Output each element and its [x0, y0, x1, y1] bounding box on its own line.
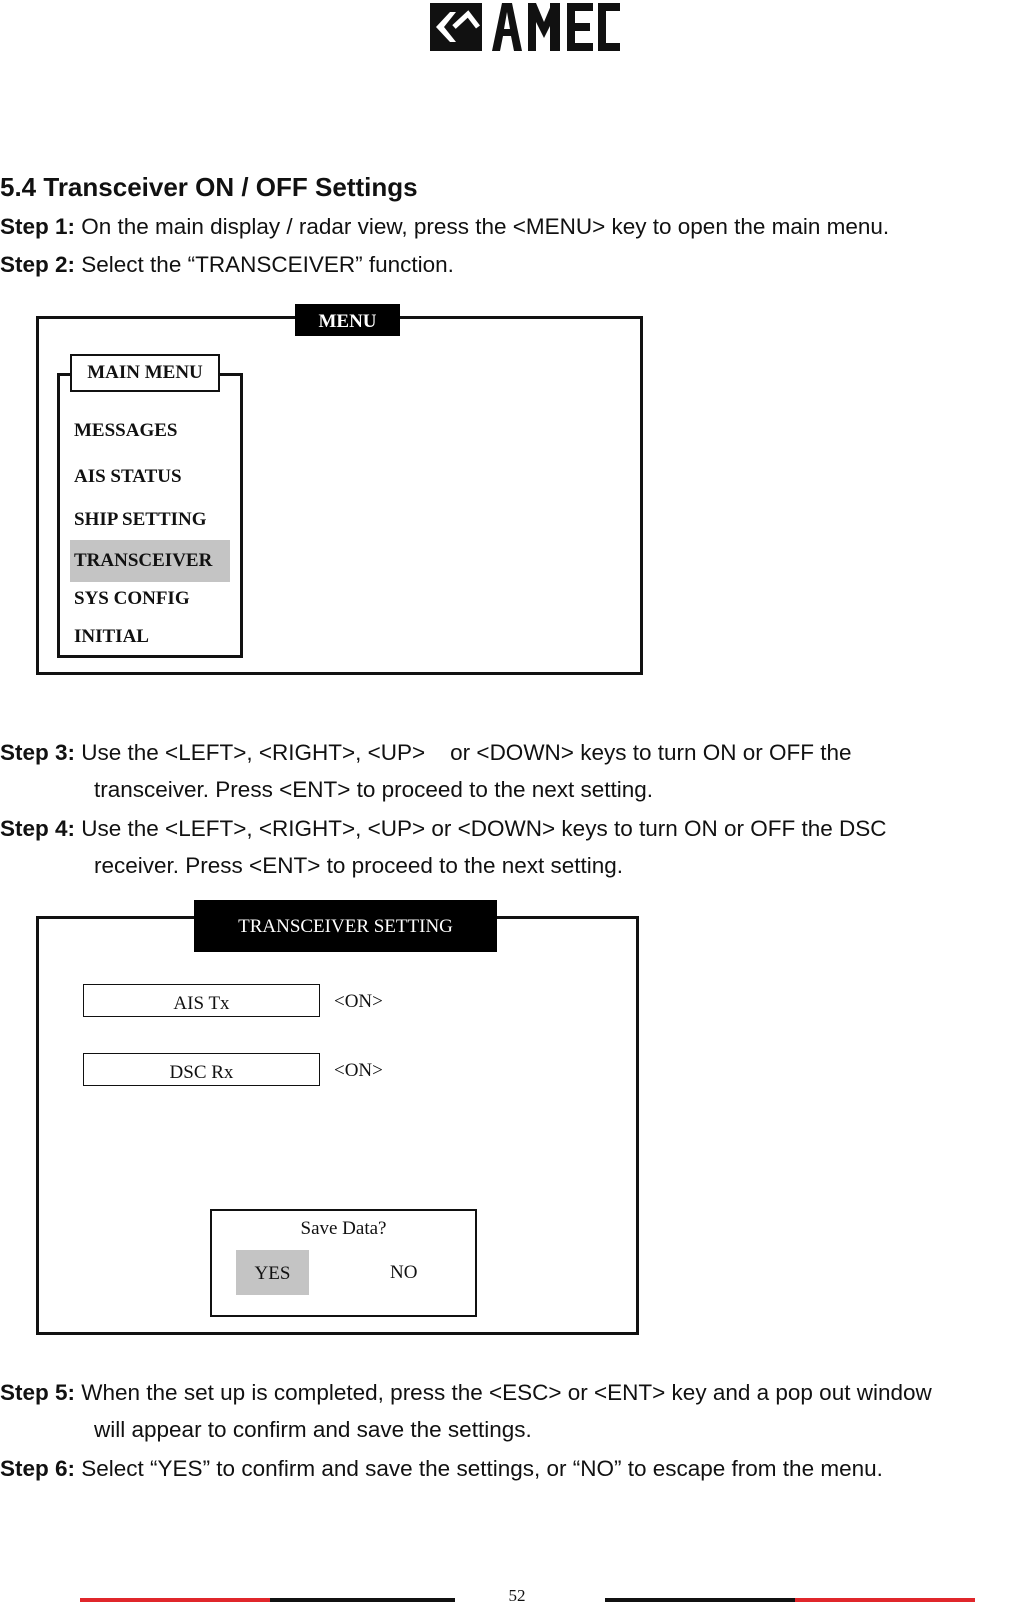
step-text: Select “YES” to confirm and save the settings, or “NO” to escape from the menu. — [75, 1456, 883, 1481]
dsc-rx-value[interactable]: <ON> — [334, 1060, 383, 1081]
transceiver-setting-tag: TRANSCEIVER SETTING — [194, 900, 497, 952]
step-label: Step 5: — [0, 1380, 76, 1405]
footer-rule — [270, 1598, 455, 1602]
menu-item-sys-config[interactable]: SYS CONFIG — [74, 588, 190, 609]
step-text: On the main display / radar view, press the <MENU> key to open the main menu. — [75, 214, 890, 239]
step-label: Step 3: — [0, 740, 76, 765]
footer-rule — [795, 1598, 975, 1602]
step-label: Step 4: — [0, 816, 76, 841]
footer-rule — [80, 1598, 270, 1602]
dsc-rx-field[interactable]: DSC Rx — [83, 1053, 320, 1086]
step-6 — [0, 1450, 883, 1487]
step-4 — [0, 810, 887, 884]
step-text: When the set up is completed, press the <ESC> or <ENT> key and a pop out window — [75, 1380, 932, 1405]
footer-rule — [605, 1598, 795, 1602]
step-text: Use the <LEFT>, <RIGHT>, <UP> or <DOWN> keys to turn ON or OFF the DSC — [75, 816, 887, 841]
step-1 — [0, 208, 889, 245]
ais-tx-value[interactable]: <ON> — [334, 991, 383, 1012]
step-text-cont: will appear to confirm and save the settings. — [94, 1417, 532, 1442]
save-data-question: Save Data? — [300, 1218, 387, 1239]
section-title: 5.4 Transceiver ON / OFF Settings — [0, 172, 418, 202]
step-label: Step 1: — [0, 214, 76, 239]
menu-item-transceiver[interactable]: TRANSCEIVER — [70, 540, 230, 582]
step-text-cont: transceiver. Press <ENT> to proceed to the next setting. — [94, 777, 654, 802]
step-text-cont: receiver. Press <ENT> to proceed to the next setting. — [94, 853, 624, 878]
step-3 — [0, 734, 852, 808]
menu-tag: MENU — [295, 304, 400, 336]
page-number: 52 — [508, 1586, 526, 1603]
step-5 — [0, 1374, 932, 1448]
menu-item-ship-setting[interactable]: SHIP SETTING — [74, 509, 207, 530]
step-label: Step 6: — [0, 1456, 76, 1481]
step-text: Select the “TRANSCEIVER” function. — [75, 252, 454, 277]
amec-logo — [430, 0, 620, 56]
step-2 — [0, 246, 454, 283]
menu-item-ais-status[interactable]: AIS STATUS — [74, 466, 182, 487]
step-label: Step 2: — [0, 252, 76, 277]
menu-item-messages[interactable]: MESSAGES — [74, 420, 178, 441]
menu-item-initial[interactable]: INITIAL — [74, 626, 149, 647]
main-menu-title: MAIN MENU — [70, 354, 220, 392]
no-button[interactable]: NO — [390, 1262, 418, 1283]
ais-tx-field[interactable]: AIS Tx — [83, 984, 320, 1017]
yes-button[interactable]: YES — [236, 1250, 309, 1295]
step-text: Use the <LEFT>, <RIGHT>, <UP> or <DOWN> keys to turn ON or OFF the — [75, 740, 852, 765]
